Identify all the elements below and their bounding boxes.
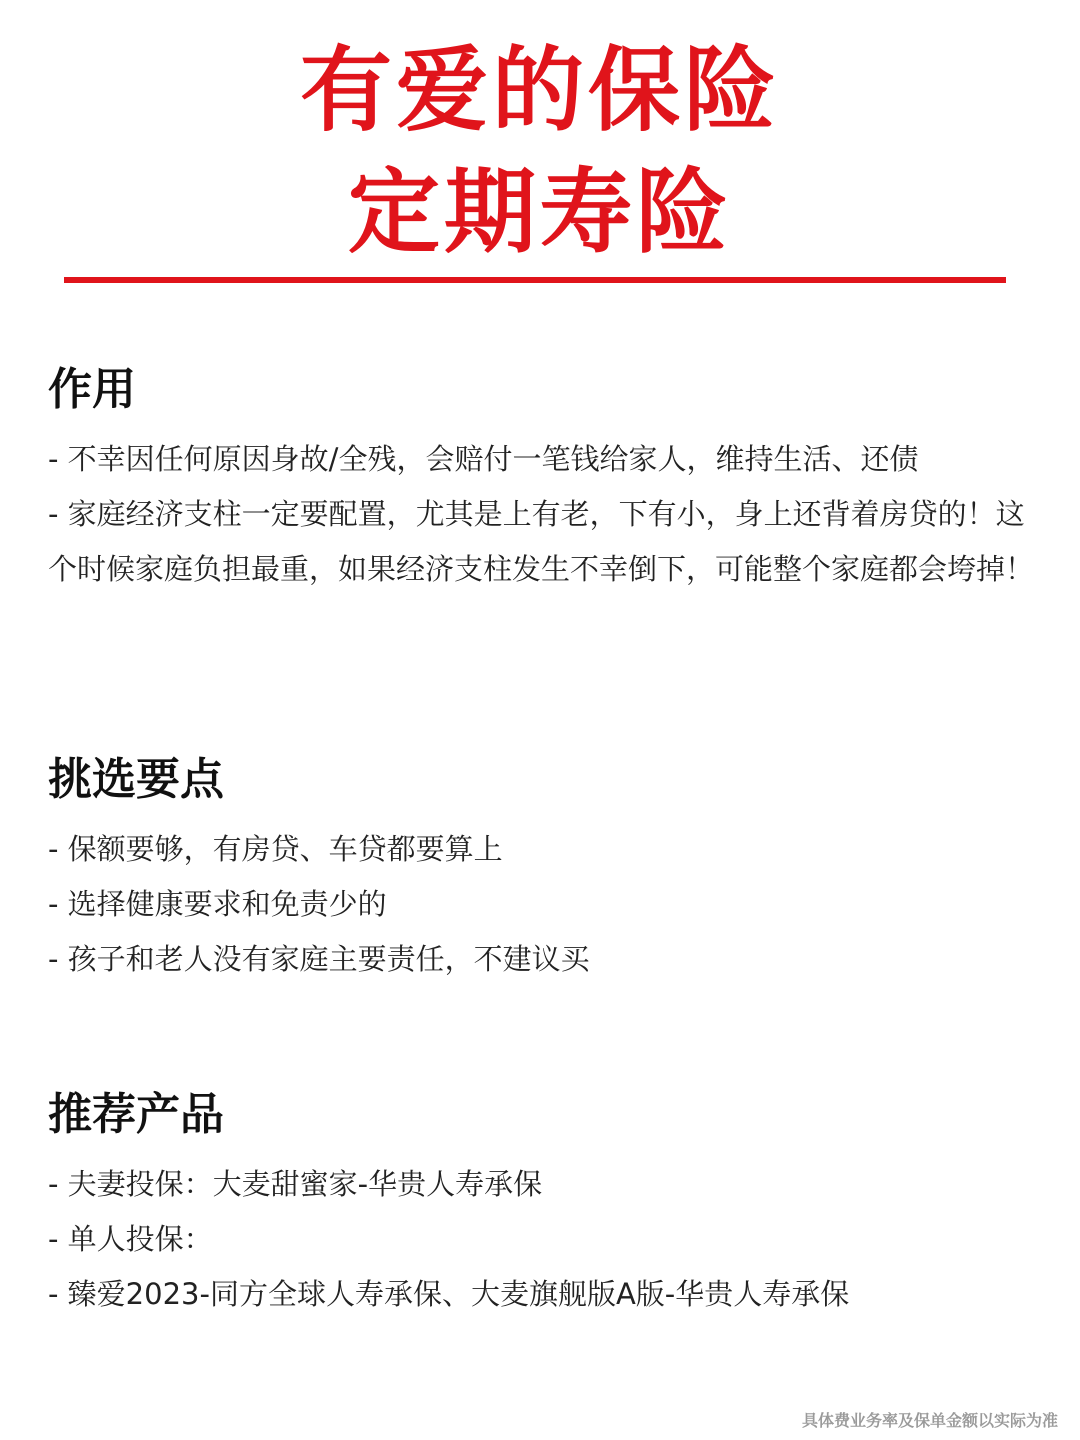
title-divider — [64, 277, 1006, 283]
section-line: - 夫妻投保：大麦甜蜜家-华贵人寿承保 — [48, 1167, 543, 1201]
section-heading: 推荐产品 — [48, 1089, 224, 1140]
section-line: - 家庭经济支柱一定要配置，尤其是上有老，下有小，身上还背着房贷的！这个时候家庭负担最重，如果经济支柱发生不幸倒下，可能整个家庭都会垮掉！ — [48, 497, 1035, 586]
section-line: - 臻爱2023-同方全球人寿承保、大麦旗舰版A版-华贵人寿承保 — [48, 1277, 850, 1311]
section-selection-points — [48, 750, 1038, 987]
section-function — [48, 360, 1038, 597]
section-line: - 不幸因任何原因身故/全残，会赔付一笔钱给家人，维持生活、还债 — [48, 442, 919, 476]
section-line: - 单人投保： — [48, 1222, 213, 1256]
section-line: - 孩子和老人没有家庭主要责任，不建议买 — [48, 942, 590, 976]
footer-disclaimer: 具体费业务率及保单金额以实际为准 — [801, 1411, 1058, 1430]
title-line-1: 有爱的保险 — [299, 37, 780, 144]
section-heading: 挑选要点 — [48, 754, 224, 805]
title-line-2: 定期寿险 — [347, 159, 732, 266]
section-line: - 选择健康要求和免责少的 — [48, 887, 387, 921]
section-heading: 作用 — [48, 364, 136, 415]
section-line: - 保额要够，有房贷、车贷都要算上 — [48, 832, 503, 866]
page-title — [0, 30, 1080, 274]
section-recommended-products — [48, 1085, 1038, 1322]
